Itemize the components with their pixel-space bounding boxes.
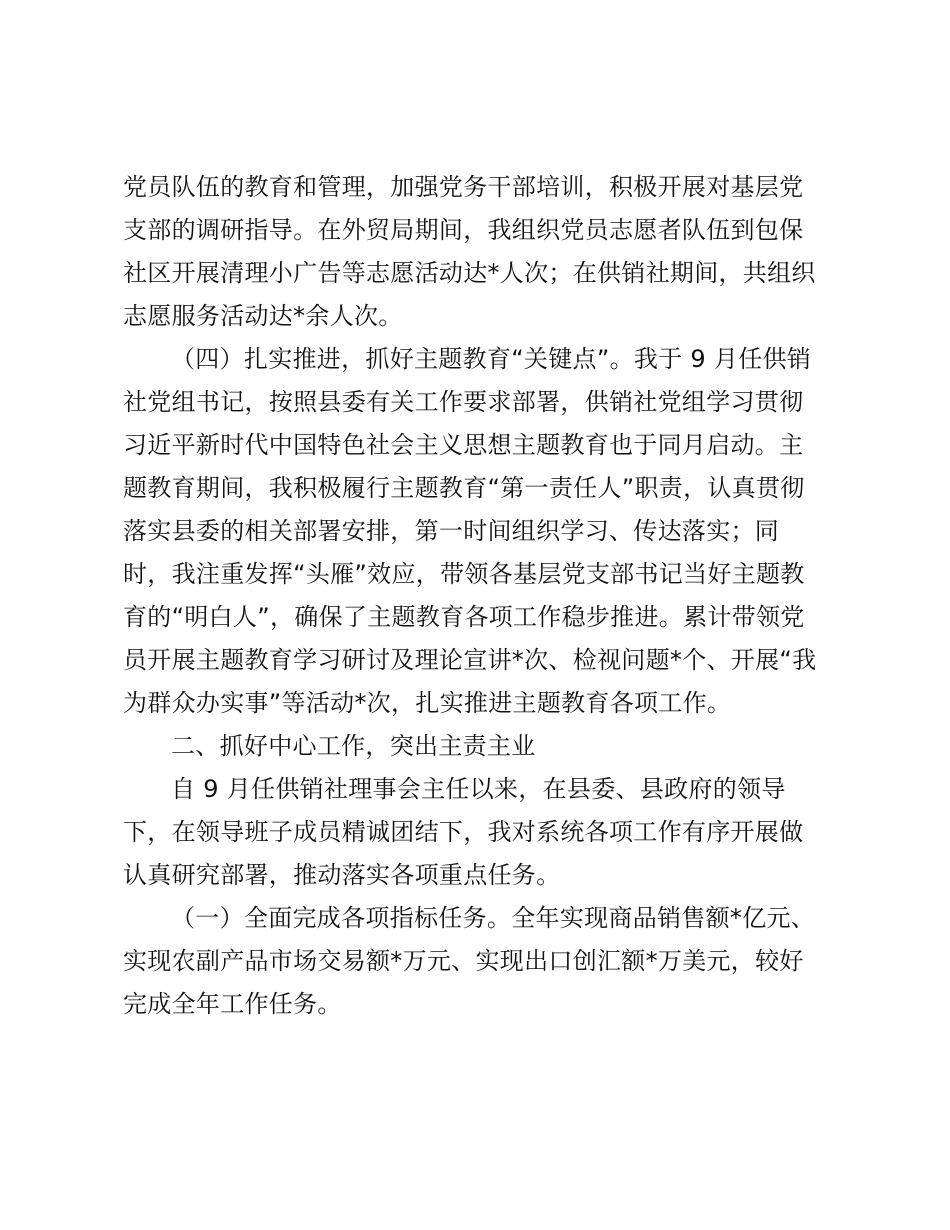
- text-line: 党员队伍的教育和管理，加强党务干部培训，积极开展对基层党: [123, 173, 804, 201]
- text-line: 志愿服务活动达*余人次。: [123, 302, 403, 330]
- text-line: 习近平新时代中国特色社会主义思想主题教育也于同月启动。主: [123, 431, 804, 459]
- text-line: 社区开展清理小广告等志愿活动达*人次；在供销社期间，共组织: [123, 259, 816, 287]
- text-line: 社党组书记，按照县委有关工作要求部署，供销社党组学习贯彻: [123, 388, 804, 416]
- text-line: 实现农副产品市场交易额*万元、实现出口创汇额*万美元，较好: [123, 947, 804, 975]
- text-line: 支部的调研指导。在外贸局期间，我组织党员志愿者队伍到包保: [123, 216, 804, 244]
- text-line: 完成全年工作任务。: [123, 990, 342, 1018]
- text-line: 自 9 月任供销社理事会主任以来，在县委、县政府的领导: [171, 775, 786, 803]
- text-line: 时，我注重发挥“头雁”效应，带领各基层党支部书记当好主题教: [123, 560, 805, 588]
- text-line: 为群众办实事”等活动*次，扎实推进主题教育各项工作。: [123, 689, 732, 717]
- text-line: 认真研究部署，推动落实各项重点任务。: [123, 861, 561, 889]
- text-line: 育的“明白人”，确保了主题教育各项工作稳步推进。累计带领党: [123, 603, 805, 631]
- section-heading-two: 二、抓好中心工作，突出主责主业: [171, 732, 536, 760]
- paragraph-heading-four: （四）扎实推进，抓好主题教育“关键点”。我于 9 月任供销: [171, 345, 812, 373]
- text-line: 落实县委的相关部署安排，第一时间组织学习、传达落实；同: [123, 517, 780, 545]
- paragraph-heading-one: （一）全面完成各项指标任务。全年实现商品销售额*亿元、: [171, 904, 816, 932]
- text-line: 题教育期间，我积极履行主题教育“第一责任人”职责，认真贯彻: [123, 474, 805, 502]
- text-line: 员开展主题教育学习研讨及理论宣讲*次、检视问题*个、开展“我: [123, 646, 817, 674]
- text-line: 下，在领导班子成员精诚团结下，我对系统各项工作有序开展做: [123, 818, 804, 846]
